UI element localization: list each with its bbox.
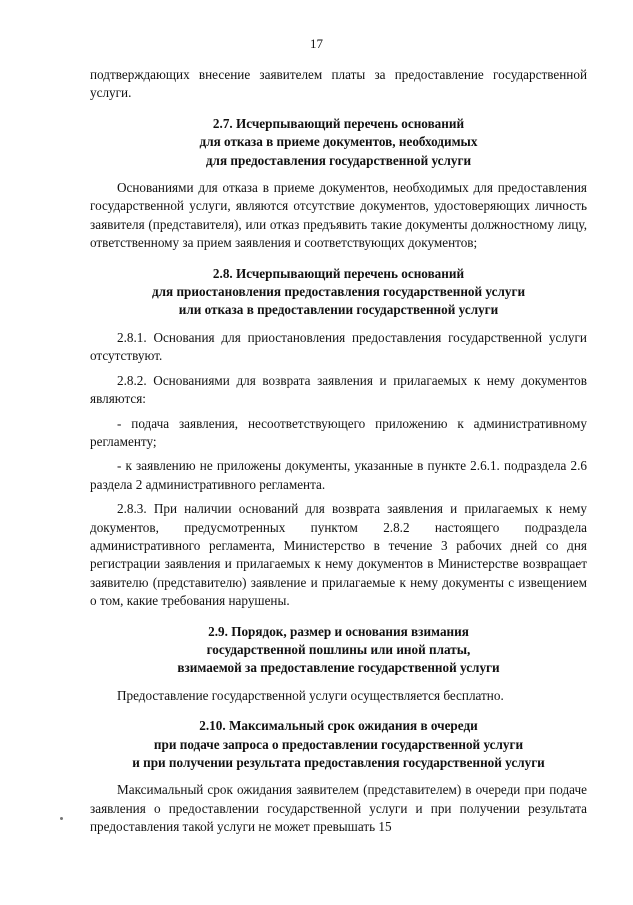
heading-line: для предоставления государственной услуги	[205, 152, 472, 168]
heading-line: 2.9. Порядок, размер и основания взимания	[208, 623, 469, 639]
heading-line: при подаче запроса о предоставлении государственной услуги	[153, 736, 524, 752]
section-2-7-heading	[90, 115, 587, 170]
list-item: - подача заявления, несоответствующего приложению к административному регламенту;	[90, 415, 587, 449]
heading-line: взимаемой за предоставление государственной услуги	[177, 660, 500, 676]
paragraph-2-8-2: 2.8.2. Основаниями для возврата заявления и прилагаемых к нему документов являются:	[90, 372, 587, 407]
paragraph: Предоставление государственной услуги осуществляется бесплатно.	[117, 687, 504, 703]
scan-dot	[60, 817, 63, 820]
heading-line: для отказа в приеме документов, необходимых	[199, 134, 478, 150]
page-number: 17	[310, 36, 323, 51]
paragraph-2-8-1: 2.8.1. Основания для приостановления предоставления государственной услуги отсутствуют.	[90, 329, 587, 364]
heading-line: для приостановления предоставления государственной услуги	[151, 284, 526, 300]
continuation-paragraph: подтверждающих внесение заявителем платы за предоставление государственной услуги.	[90, 67, 587, 101]
paragraph: Максимальный срок ожидания заявителем (представителем) в очереди при подаче заявления о предоставлении государственной услуги и при получении результата предоставления такой услуги не может превышать 15	[90, 782, 587, 835]
section-2-9-heading	[90, 623, 587, 678]
document-body	[90, 66, 587, 843]
list-item: - к заявлению не приложены документы, указанные в пункте 2.6.1. подраздела 2.6 раздела 2 административного регламента.	[90, 458, 587, 492]
heading-line: и при получении результата предоставления государственной услуги	[132, 755, 545, 770]
heading-line: государственной пошлины или иной платы,	[206, 641, 471, 657]
paragraph-2-8-3: 2.8.3. При наличии оснований для возврата заявления и прилагаемых к нему документов, предусмотренных пунктом 2.8.2 настоящего подраздела административного регламента, Министерство в течение 3 рабочих дней со дня регистрации заявления и прилагаемых к нему документов в Министерстве возвращает заявителю (представителю) заявление и прилагаемые к нему документы с извещением о том, какие требования нарушены.	[90, 501, 587, 609]
heading-line: 2.10. Максимальный срок ожидания в очереди	[199, 718, 478, 734]
section-2-10-heading	[90, 717, 587, 772]
heading-line: 2.7. Исчерпывающий перечень оснований	[212, 115, 465, 131]
heading-line: или отказа в предоставлении государственной услуги	[178, 302, 499, 318]
section-2-8-heading	[90, 265, 587, 320]
heading-line: 2.8. Исчерпывающий перечень оснований	[212, 265, 465, 281]
paragraph: Основаниями для отказа в приеме документов, необходимых для предоставления государственной услуги, являются отсутствие документов, удостоверяющих личность заявителя (представителя), или отказ предъявить такие документы должностному лицу, ответственному за прием заявления и соответствующих документов;	[90, 180, 587, 251]
